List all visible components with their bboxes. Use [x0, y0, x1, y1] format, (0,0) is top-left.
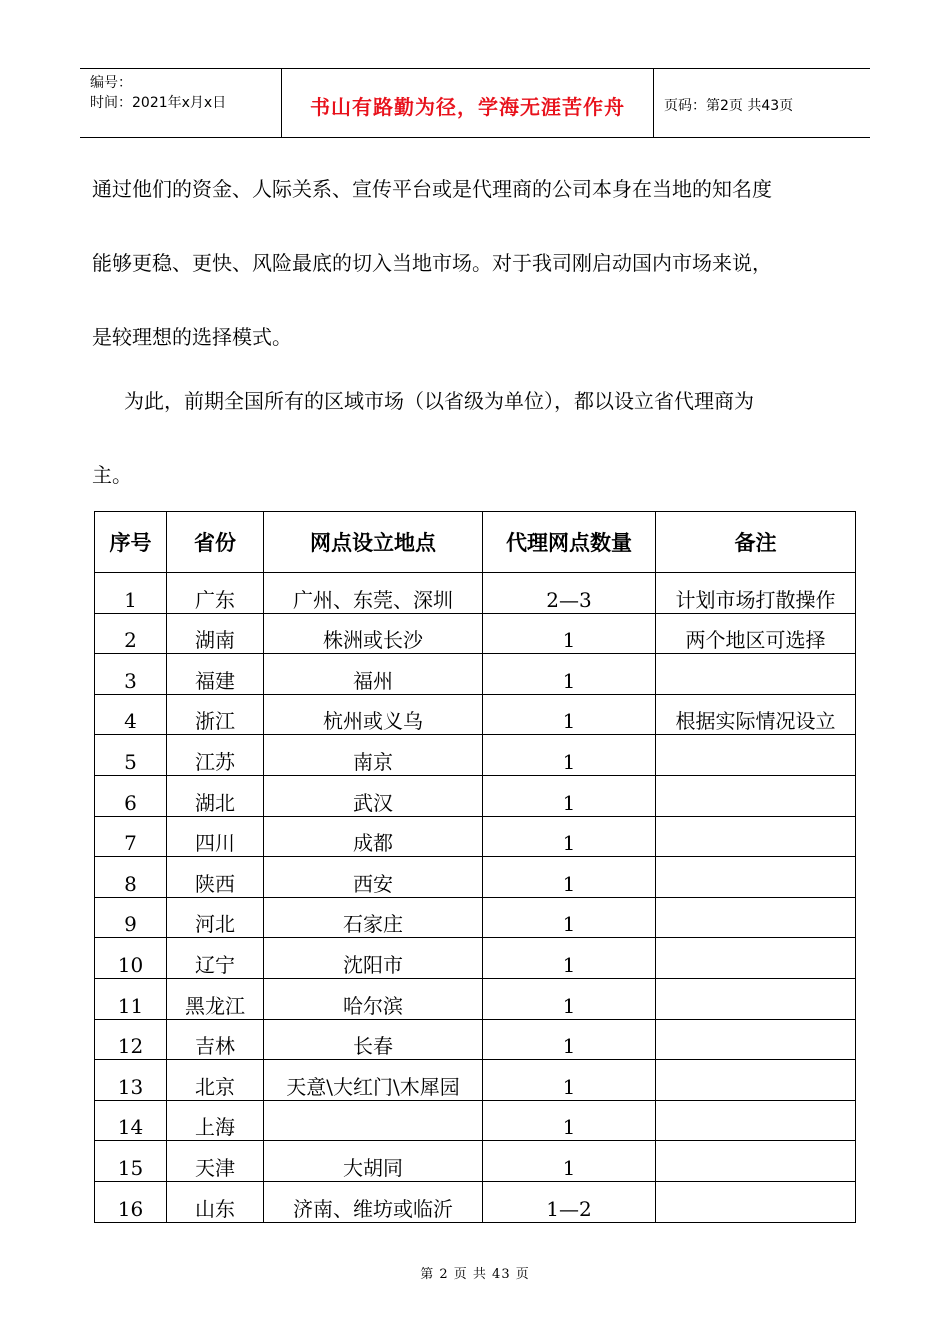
- cell-location: 西安: [264, 857, 483, 898]
- cell-province: 山东: [167, 1181, 264, 1222]
- header-motto: 书山有路勤为径，学海无涯苦作舟: [282, 69, 654, 137]
- cell-count: 1: [483, 694, 656, 735]
- cell-location: [264, 1100, 483, 1141]
- cell-remarks: [656, 654, 856, 695]
- cell-province: 北京: [167, 1060, 264, 1101]
- cell-index: 10: [95, 938, 167, 979]
- cell-province: 吉林: [167, 1019, 264, 1060]
- table-row: [95, 1060, 856, 1101]
- column-header-remarks: 备注: [656, 512, 856, 573]
- cell-remarks: 两个地区可选择: [656, 613, 856, 654]
- paragraph-line-5: 主。: [92, 463, 132, 487]
- column-header-count: 代理网点数量: [483, 512, 656, 573]
- cell-province: 浙江: [167, 694, 264, 735]
- cell-province: 广东: [167, 573, 264, 614]
- document-time: 时间：2021年x月x日: [90, 95, 227, 111]
- cell-location: 福州: [264, 654, 483, 695]
- cell-count: 1: [483, 1060, 656, 1101]
- cell-index: 1: [95, 573, 167, 614]
- cell-province: 辽宁: [167, 938, 264, 979]
- cell-remarks: [656, 1181, 856, 1222]
- table-row: [95, 897, 856, 938]
- cell-count: 1: [483, 1141, 656, 1182]
- cell-province: 福建: [167, 654, 264, 695]
- cell-index: 7: [95, 816, 167, 857]
- cell-remarks: [656, 775, 856, 816]
- cell-index: 3: [95, 654, 167, 695]
- cell-index: 8: [95, 857, 167, 898]
- table-row: [95, 735, 856, 776]
- header-meta: [80, 69, 282, 137]
- cell-count: 1: [483, 897, 656, 938]
- cell-remarks: [656, 897, 856, 938]
- cell-province: 湖北: [167, 775, 264, 816]
- cell-count: 1: [483, 1100, 656, 1141]
- cell-location: 沈阳市: [264, 938, 483, 979]
- cell-remarks: [656, 978, 856, 1019]
- table-row: [95, 978, 856, 1019]
- cell-remarks: [656, 857, 856, 898]
- page-footer: 第 2 页 共 43 页: [420, 1267, 530, 1282]
- cell-province: 黑龙江: [167, 978, 264, 1019]
- cell-remarks: 根据实际情况设立: [656, 694, 856, 735]
- cell-province: 江苏: [167, 735, 264, 776]
- paragraph-line-3: 是较理想的选择模式。: [92, 325, 292, 349]
- cell-index: 12: [95, 1019, 167, 1060]
- cell-remarks: [656, 1141, 856, 1182]
- paragraph-line-1: 通过他们的资金、人际关系、宣传平台或是代理商的公司本身在当地的知名度: [92, 177, 772, 201]
- cell-index: 11: [95, 978, 167, 1019]
- cell-location: 石家庄: [264, 897, 483, 938]
- cell-province: 四川: [167, 816, 264, 857]
- header-page-number: 页码：第2页 共43页: [664, 98, 794, 114]
- cell-remarks: [656, 816, 856, 857]
- column-header-province: 省份: [167, 512, 264, 573]
- cell-index: 13: [95, 1060, 167, 1101]
- cell-province: 上海: [167, 1100, 264, 1141]
- cell-location: 天意\大红门\木犀园: [264, 1060, 483, 1101]
- cell-province: 天津: [167, 1141, 264, 1182]
- table-row: [95, 938, 856, 979]
- table-row: [95, 613, 856, 654]
- cell-province: 河北: [167, 897, 264, 938]
- table-row: [95, 694, 856, 735]
- cell-location: 哈尔滨: [264, 978, 483, 1019]
- column-header-index: 序号: [95, 512, 167, 573]
- cell-remarks: 计划市场打散操作: [656, 573, 856, 614]
- table-body: [95, 573, 856, 1223]
- cell-count: 1: [483, 735, 656, 776]
- cell-remarks: [656, 938, 856, 979]
- page-header: [80, 68, 870, 138]
- table-row: [95, 573, 856, 614]
- table-header-row: [95, 512, 856, 573]
- cell-province: 陕西: [167, 857, 264, 898]
- cell-location: 武汉: [264, 775, 483, 816]
- cell-count: 1: [483, 978, 656, 1019]
- table-row: [95, 775, 856, 816]
- cell-index: 2: [95, 613, 167, 654]
- cell-count: 1: [483, 654, 656, 695]
- agent-network-table: [94, 511, 856, 1223]
- table-row: [95, 1181, 856, 1222]
- cell-location: 南京: [264, 735, 483, 776]
- cell-location: 广州、东莞、深圳: [264, 573, 483, 614]
- cell-count: 2—3: [483, 573, 656, 614]
- table-row: [95, 654, 856, 695]
- cell-index: 4: [95, 694, 167, 735]
- cell-location: 杭州或义乌: [264, 694, 483, 735]
- cell-index: 6: [95, 775, 167, 816]
- cell-remarks: [656, 735, 856, 776]
- cell-index: 15: [95, 1141, 167, 1182]
- table-row: [95, 1019, 856, 1060]
- cell-index: 5: [95, 735, 167, 776]
- cell-remarks: [656, 1019, 856, 1060]
- cell-index: 14: [95, 1100, 167, 1141]
- cell-count: 1: [483, 938, 656, 979]
- cell-count: 1—2: [483, 1181, 656, 1222]
- document-number: 编号：: [90, 75, 132, 91]
- cell-location: 长春: [264, 1019, 483, 1060]
- cell-remarks: [656, 1100, 856, 1141]
- table-row: [95, 1100, 856, 1141]
- cell-location: 成都: [264, 816, 483, 857]
- cell-index: 16: [95, 1181, 167, 1222]
- cell-index: 9: [95, 897, 167, 938]
- cell-count: 1: [483, 613, 656, 654]
- cell-count: 1: [483, 857, 656, 898]
- cell-location: 大胡同: [264, 1141, 483, 1182]
- table-row: [95, 1141, 856, 1182]
- paragraph-line-4: 为此，前期全国所有的区域市场（以省级为单位），都以设立省代理商为: [124, 389, 754, 413]
- cell-province: 湖南: [167, 613, 264, 654]
- cell-count: 1: [483, 1019, 656, 1060]
- cell-location: 济南、维坊或临沂: [264, 1181, 483, 1222]
- paragraph-line-2: 能够更稳、更快、风险最底的切入当地市场。对于我司刚启动国内市场来说，: [92, 251, 772, 275]
- cell-count: 1: [483, 775, 656, 816]
- cell-count: 1: [483, 816, 656, 857]
- cell-location: 株洲或长沙: [264, 613, 483, 654]
- column-header-location: 网点设立地点: [264, 512, 483, 573]
- table-row: [95, 816, 856, 857]
- table-row: [95, 857, 856, 898]
- cell-remarks: [656, 1060, 856, 1101]
